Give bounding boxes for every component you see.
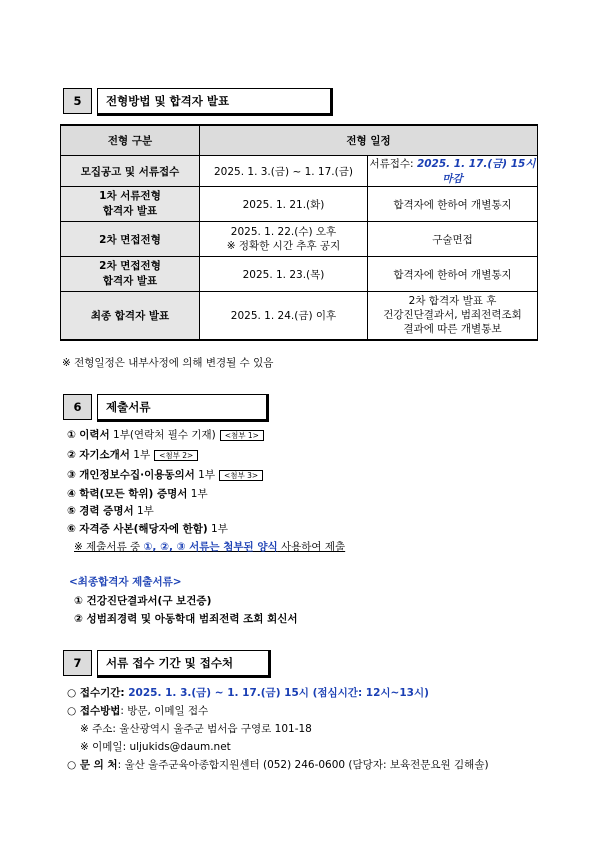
table-row — [61, 292, 538, 340]
section-number: 5 — [63, 88, 92, 114]
row-date: 2025. 1. 24.(금) 이후 — [200, 292, 368, 340]
row-date: 2025. 1. 3.(금) ~ 1. 17.(금) — [200, 156, 368, 187]
row-label: 2차 면접전형 합격자 발표 — [61, 257, 200, 292]
row-date: 2025. 1. 22.(수) 오후 ※ 정확한 시간 추후 공지 — [200, 222, 368, 257]
section-title: 서류 접수 기간 및 접수처 — [97, 650, 271, 678]
deadline-emphasis: 2025. 1. 17.(금) 15시 마감 — [416, 158, 536, 185]
documents-note: ※ 제출서류 중 ①, ②, ③ 서류는 첨부된 양식 사용하여 제출 — [74, 541, 346, 553]
table-header-row — [61, 125, 538, 156]
table-header-schedule: 전형 일정 — [200, 125, 538, 156]
table-header-category: 전형 구분 — [61, 125, 200, 156]
table-row — [61, 257, 538, 292]
documents-note-emphasis: ①, ②, ③ 서류는 첨부된 양식 — [143, 541, 278, 553]
list-item: ① 건강진단결과서(구 보건증) — [74, 595, 212, 607]
row-detail: 합격자에 한하여 개별통지 — [368, 187, 538, 222]
list-item: ④ 학력(모든 학위) 증명서 1부 — [67, 488, 208, 500]
section-number: 6 — [63, 394, 92, 420]
row-detail: 서류접수: 2025. 1. 17.(금) 15시 마감 — [368, 156, 538, 187]
list-item: ⑥ 자격증 사본(해당자에 한함) 1부 — [67, 523, 228, 535]
final-docs-title: <최종합격자 제출서류> — [69, 576, 182, 588]
reception-method: ○ 접수방법: 방문, 이메일 접수 — [67, 705, 209, 717]
row-detail: 구술면접 — [368, 222, 538, 257]
reception-address: ※ 주소: 울산광역시 울주군 범서읍 구영로 101-18 — [80, 723, 312, 735]
attachment-badge: <첨부 2> — [154, 450, 198, 461]
row-label: 모집공고 및 서류접수 — [61, 156, 200, 187]
list-item: ⑤ 경력 증명서 1부 — [67, 505, 154, 517]
schedule-note: ※ 전형일정은 내부사정에 의해 변경될 수 있음 — [62, 357, 274, 369]
section-number: 7 — [63, 650, 92, 676]
row-detail: 합격자에 한하여 개별통지 — [368, 257, 538, 292]
row-label: 2차 면접전형 — [61, 222, 200, 257]
section-title: 전형방법 및 합격자 발표 — [97, 88, 333, 116]
reception-period-value: 2025. 1. 3.(금) ~ 1. 17.(금) 15시 (점심시간: 12시~13시) — [128, 687, 429, 699]
table-row — [61, 187, 538, 222]
list-item: ③ 개인정보수집·이용동의서 1부 <첨부 3> — [67, 468, 263, 482]
table-row — [61, 222, 538, 257]
list-item: ② 자기소개서 1부 <첨부 2> — [67, 448, 198, 462]
reception-period: ○ 접수기간: 2025. 1. 3.(금) ~ 1. 17.(금) 15시 (점심시간: 12시~13시) — [67, 687, 429, 699]
attachment-badge: <첨부 1> — [220, 430, 264, 441]
attachment-badge: <첨부 3> — [219, 470, 263, 481]
row-label: 최종 합격자 발표 — [61, 292, 200, 340]
row-date: 2025. 1. 21.(화) — [200, 187, 368, 222]
list-item: ① 이력서 1부(연락처 필수 기재) <첨부 1> — [67, 428, 264, 442]
row-date: 2025. 1. 23.(목) — [200, 257, 368, 292]
row-label: 1차 서류전형 합격자 발표 — [61, 187, 200, 222]
reception-contact: ○ 문 의 처: 울산 울주군육아종합지원센터 (052) 246-0600 (담당자: 보육전문요원 김해솔) — [67, 759, 489, 771]
row-detail: 2차 합격자 발표 후 건강진단결과서, 범죄전력조회 결과에 따른 개별통보 — [368, 292, 538, 340]
reception-email: ※ 이메일: uljukids@daum.net — [80, 741, 231, 753]
section-title: 제출서류 — [97, 394, 269, 422]
table-row — [61, 156, 538, 187]
list-item: ② 성범죄경력 및 아동학대 범죄전력 조회 회신서 — [74, 613, 298, 625]
schedule-table — [60, 124, 538, 341]
